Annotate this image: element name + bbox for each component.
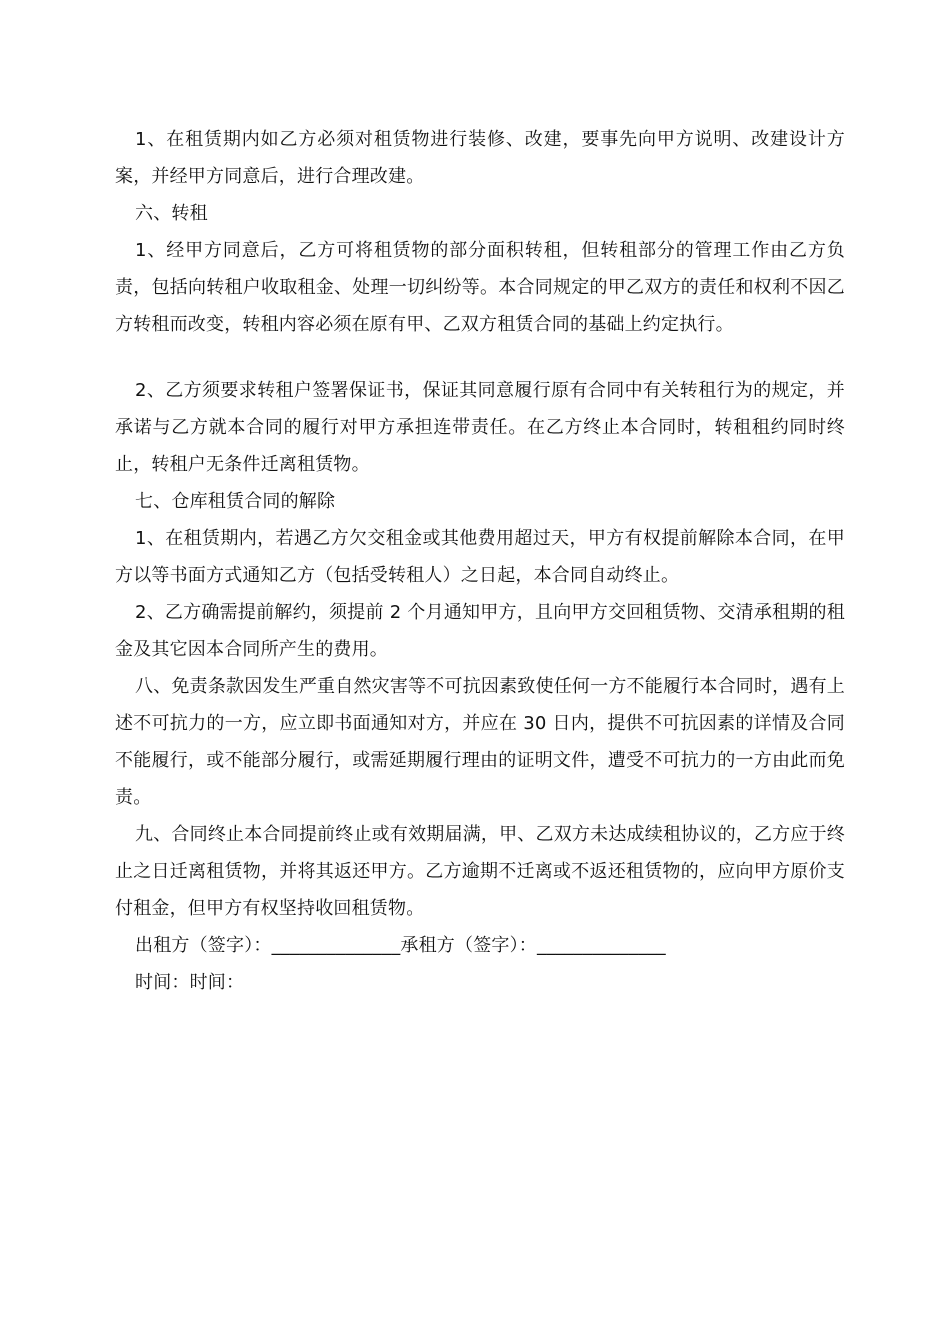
paragraph-termination-2: 2、乙方确需提前解约，须提前 2 个月通知甲方，且向甲方交回租赁物、交清承租期的租金及其它因本合同所产生的费用。 <box>115 602 845 660</box>
paragraph-renovation: 1、在租赁期内如乙方必须对租赁物进行装修、改建，要事先向甲方说明、改建设计方案，并经甲方同意后，进行合理改建。 <box>115 129 845 187</box>
section-heading-termination: 七、仓库租赁合同的解除 <box>135 491 336 512</box>
document-page <box>115 121 845 1001</box>
signature-line: 出租方（签字）：______________承租方（签字）：______________ <box>135 935 666 956</box>
paragraph-contract-end: 九、合同终止本合同提前终止或有效期届满，甲、乙双方未达成续租协议的，乙方应于终止之日迁离租赁物，并将其返还甲方。乙方逾期不迁离或不返还租赁物的，应向甲方原价支付租金，但甲方有权坚持收回租赁物。 <box>115 824 845 919</box>
paragraph-gap <box>115 343 845 372</box>
paragraph-sublease-2: 2、乙方须要求转租户签署保证书，保证其同意履行原有合同中有关转租行为的规定，并承诺与乙方就本合同的履行对甲方承担连带责任。在乙方终止本合同时，转租租约同时终止，转租户无条件迁离租赁物。 <box>115 380 845 475</box>
date-line: 时间：时间： <box>135 972 245 993</box>
paragraph-termination-1: 1、在租赁期内，若遇乙方欠交租金或其他费用超过天，甲方有权提前解除本合同，在甲方以等书面方式通知乙方（包括受转租人）之日起，本合同自动终止。 <box>115 528 845 586</box>
section-heading-sublease: 六、转租 <box>135 203 208 224</box>
paragraph-sublease-1: 1、经甲方同意后，乙方可将租赁物的部分面积转租，但转租部分的管理工作由乙方负责，包括向转租户收取租金、处理一切纠纷等。本合同规定的甲乙双方的责任和权利不因乙方转租而改变，转租内容必须在原有甲、乙双方租赁合同的基础上约定执行。 <box>115 240 845 335</box>
paragraph-exemption: 八、免责条款因发生严重自然灾害等不可抗因素致使任何一方不能履行本合同时，遇有上述不可抗力的一方，应立即书面通知对方，并应在 30 日内，提供不可抗因素的详情及合同不能履行，或不能部分履行，或需延期履行理由的证明文件，遭受不可抗力的一方由此而免责。 <box>115 676 845 808</box>
